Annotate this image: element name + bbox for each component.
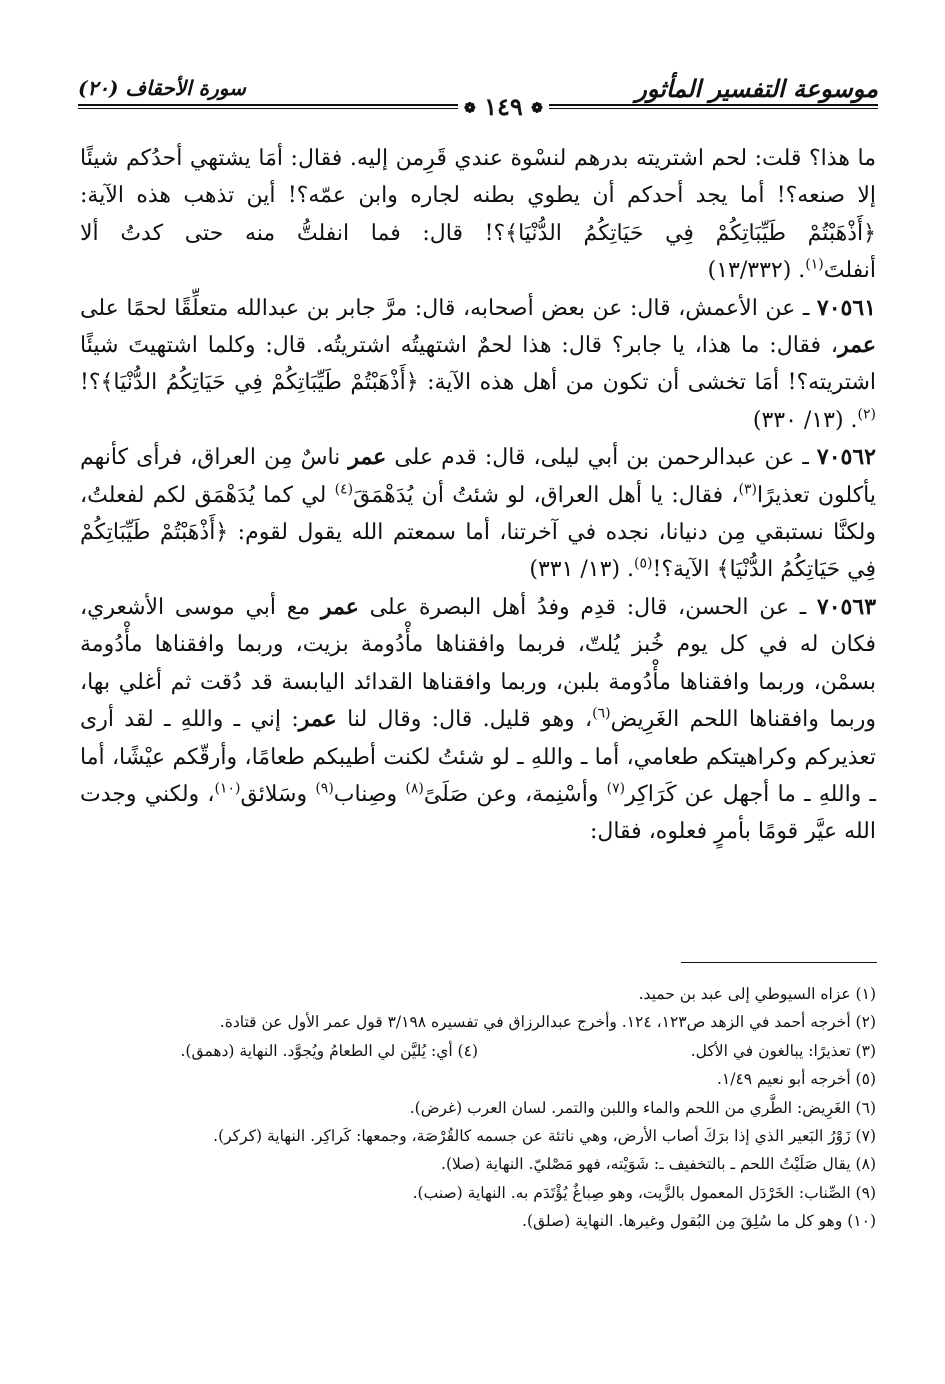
footnote-marker: (٩) (315, 780, 334, 797)
paragraph-continuation: ما هذا؟ قلت: لحم اشتريته بدرهم لنسْوة عندي قَرِمن إليه. فقال: أمَا يشتهي أحدُكم شيئًا إلا صنعه؟! أما يجد أحدكم أن يطوي بطنه لجاره وابن عمّه؟! أين تذهب هذه الآية: ﴿أَذْهَبْتُمْ طَيِّبَاتِكُمْ فِي حَيَاتِكُمُ الدُّنْيَا﴾؟! قال: فما انفلتُّ منه حتى كدتُ ألا أنفلتَ$^{(١)}$. (١٣/٣٣٢) (80, 146, 876, 284)
footnote-marker: (٥) (634, 556, 653, 573)
page-header (78, 70, 878, 121)
footnote-9: (٩) الصِّناب: الخَرْدَل المعمول بالزَّيت، وهو صِباغٌ يُؤْتَدَم به. النهاية (صنب). (412, 1183, 876, 1202)
narration-number: ٧٠٥٦١ (816, 294, 876, 321)
footnote-6: (٦) الغَرِيض: الطَّري من اللحم والماء واللبن والتمر. لسان العرب (غرض). (409, 1098, 876, 1117)
volume-reference: . (١٣/٣٣٢) (707, 258, 806, 284)
narration-number: ٧٠٥٦٢ (816, 444, 876, 471)
narrator-name: عمر (348, 444, 387, 471)
narrator-name: عمر (320, 593, 359, 620)
narrator-name: عمر (298, 706, 337, 733)
volume-reference: . (١٣/ ٣٣١) (529, 557, 635, 583)
main-text (80, 140, 876, 851)
page-number: ١٤٩ (484, 92, 523, 121)
volume-reference: . (١٣/ ٣٣٠) (752, 407, 858, 433)
ornament-icon: ❁ (464, 100, 476, 117)
page-number-block (458, 92, 549, 121)
footnote-pair (80, 1037, 876, 1065)
footnote-7: (٧) زَوْرُ البَعير الذي إذا برَكَ أصاب الأرض، وهي ناتئة عن جسمه كالقُرْصَة، وجمعها: كَراكِر. النهاية (كركر). (213, 1127, 876, 1146)
book-title: موسوعة التفسير المأثور (629, 74, 878, 103)
footnote-1: (١) عزاه السيوطي إلى عبد بن حميد. (638, 985, 876, 1003)
footnote-10: (١٠) وهو كل ما سُلِقَ مِن البُقول وغيرها. النهاية (صلق). (522, 1212, 876, 1231)
narrator-name: عمر (838, 332, 876, 359)
footnote-marker: (١) (805, 256, 824, 273)
narration-70561: ٧٠٥٦١ ـ عن الأعمش، قال: عن بعض أصحابه، قال: مرَّ جابر بن عبدالله متعلِّقًا لحمًا على عمر، فقال: ما هذا، يا جابر؟ قال: هذا لحمٌ اشتهيتُه اشتريتُه. قال: وكلما اشتهيتَ شيئًا اشتريته؟! أمَا تخشى أن تكون من أهل هذه الآية: ﴿أَذْهَبْتُمْ طَيِّبَاتِكُمْ فِي حَيَاتِكُمُ الدُّنْيَا﴾؟!$^{(٢)}$. (١٣/ ٣٣٠) (80, 294, 876, 433)
ornament-icon: ❁ (531, 100, 543, 117)
surah-title: سورة الأحقاف (٢٠) (78, 76, 252, 100)
footnote-separator (681, 962, 877, 963)
footnote-3: (٣) تعذيرًا: يبالغون في الأكل. (690, 1041, 876, 1060)
footnote-marker: (٤) (334, 481, 354, 498)
footnote-marker: (١٠) (214, 780, 241, 797)
footnote-marker: (٨) (405, 780, 424, 797)
footnotes (80, 980, 876, 1236)
narration-number: ٧٠٥٦٣ (816, 593, 877, 620)
narration-70563: ٧٠٥٦٣ ـ عن الحسن، قال: قدِم وفدُ أهل البصرة على عمر مع أبي موسى الأشعري، فكان له في كل يوم خُبز يُلتّ، فربما وافقناها مأْدُومة بزيت، وربما وافقناها مأْدُومة بسمْن، وربما وافقناها مأْدُومة بلبن، وربما وافقناها القدائد اليابسة قد دُقت ثم أغلي بها، وربما وافقناها اللحم الغَرِيض$^{(٦)}$، وهو قليل. قال: وقال لنا عمر: إني ـ واللهِ ـ لقد أرى تعذيركم وكراهيتكم طعامي، أما ـ واللهِ ـ لو شئتُ لكنت أطيبكم طعامًا، وأرقّكم عيْشًا، أما ـ واللهِ ـ ما أجهل عن كَرَاكِر$^{(٧)}$ وأسْنِمة، وعن صَلَىً$^{(٨)}$ وصِناب$^{(٩)}$ وسَلائق$^{(١٠)}$، ولكني وجدت الله عيَّر قومًا بأمرٍ فعلوه، فقال: (80, 593, 877, 845)
footnote-marker: (٣) (738, 481, 757, 498)
footnote-8: (٨) يقال صَلَيْتُ اللحم ـ بالتخفيف ـ: شَوَيْته، فهو مَصْليّ. النهاية (صلا). (441, 1155, 876, 1174)
footnote-marker: (٦) (592, 705, 611, 722)
footnote-marker: (٢) (857, 406, 876, 423)
footnote-2: (٢) أخرجه أحمد في الزهد ص١٢٣، ١٢٤. وأخرج عبدالرزاق في تفسيره ٣/١٩٨ قول عمر الأول عن قتادة. (219, 1013, 876, 1032)
narration-70562: ٧٠٥٦٢ ـ عن عبدالرحمن بن أبي ليلى، قال: قدم على عمر ناسٌ مِن العراق، فرأى كأنهم يأكلون تعذيرًا$^{(٣)}$، فقال: يا أهل العراق، لو شئتُ أن يُدَهْمَقَ$^{(٤)}$ لي كما يُدَهْمَق لكم لفعلتُ، ولكنَّا نستبقي مِن دنيانا، نجده في آخرتنا، أما سمعتم الله يقول لقوم: ﴿أَذْهَبْتُمْ طَيِّبَاتِكُمْ فِي حَيَاتِكُمُ الدُّنْيَا﴾ الآية؟!$^{(٥)}$. (١٣/ ٣٣١) (80, 444, 876, 583)
footnote-5: (٥) أخرجه أبو نعيم ١/٤٩. (716, 1070, 876, 1089)
footnote-4: (٤) أي: يُليَّن لي الطعامُ ويُجوَّد. النهاية (دهمق). (180, 1041, 478, 1060)
footnote-marker: (٧) (606, 780, 626, 797)
